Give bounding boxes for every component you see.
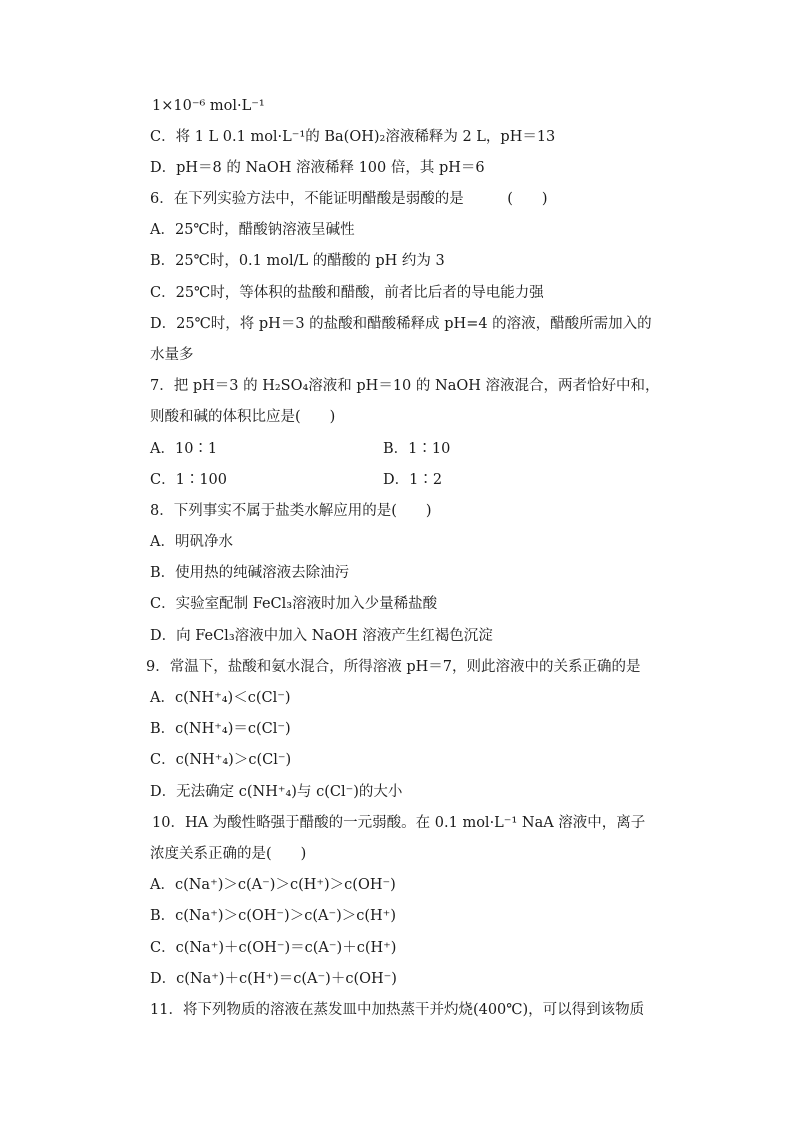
option-line: B．1∶10 <box>383 441 451 457</box>
option-line: D．c(Na⁺)＋c(H⁺)＝c(A⁻)＋c(OH⁻) <box>150 971 397 987</box>
question-6: 6．在下列实验方法中，不能证明醋酸是弱酸的是 ( ) <box>150 191 548 207</box>
option-line: B．c(Na⁺)＞c(OH⁻)＞c(A⁻)＞c(H⁺) <box>150 908 396 924</box>
question-11: 11．将下列物质的溶液在蒸发皿中加热蒸干并灼烧(400℃)，可以得到该物质 <box>150 1002 645 1018</box>
text-line-continuation: 1×10⁻⁶ mol·L⁻¹ <box>152 98 265 114</box>
question-7: 7．把 pH＝3 的 H₂SO₄溶液和 pH＝10 的 NaOH 溶液混合，两者恰好中和， <box>150 378 660 394</box>
question-9: 9．常温下，盐酸和氨水混合，所得溶液 pH＝7，则此溶液中的关系正确的是 <box>146 659 641 675</box>
option-line: A．10∶1 <box>150 441 218 457</box>
question-8: 8．下列事实不属于盐类水解应用的是( ) <box>150 503 432 519</box>
option-line: C．c(NH⁺₄)＞c(Cl⁻) <box>150 752 292 768</box>
option-line: D．pH＝8 的 NaOH 溶液稀释 100 倍，其 pH＝6 <box>150 160 485 176</box>
option-line: B．c(NH⁺₄)＝c(Cl⁻) <box>150 721 291 737</box>
option-line-continuation: 水量多 <box>150 347 194 363</box>
option-line: A．25℃时，醋酸钠溶液呈碱性 <box>150 222 355 238</box>
option-line: A．c(NH⁺₄)＜c(Cl⁻) <box>150 690 291 706</box>
option-line: C．1∶100 <box>150 472 227 488</box>
option-line: B．使用热的纯碱溶液去除油污 <box>150 565 350 581</box>
question-10: 10．HA 为酸性略强于醋酸的一元弱酸。在 0.1 mol·L⁻¹ NaA 溶液中，离子 <box>152 815 646 831</box>
question-10-continuation: 浓度关系正确的是( ) <box>150 846 307 862</box>
option-line: A．明矾净水 <box>150 534 233 550</box>
option-line: C．25℃时，等体积的盐酸和醋酸，前者比后者的导电能力强 <box>150 285 544 301</box>
question-7-continuation: 则酸和碱的体积比应是( ) <box>150 409 336 425</box>
option-line: C．c(Na⁺)＋c(OH⁻)＝c(A⁻)＋c(H⁺) <box>150 940 397 956</box>
option-line: D．1∶2 <box>383 472 443 488</box>
option-line: C．将 1 L 0.1 mol·L⁻¹的 Ba(OH)₂溶液稀释为 2 L，pH＝13 <box>150 129 556 145</box>
option-line: D．向 FeCl₃溶液中加入 NaOH 溶液产生红褐色沉淀 <box>150 628 493 644</box>
option-line: D．25℃时，将 pH＝3 的盐酸和醋酸稀释成 pH=4 的溶液，醋酸所需加入的 <box>150 316 652 332</box>
option-line: B．25℃时，0.1 mol/L 的醋酸的 pH 约为 3 <box>150 253 445 269</box>
option-line: A．c(Na⁺)＞c(A⁻)＞c(H⁺)＞c(OH⁻) <box>150 877 396 893</box>
option-line: D．无法确定 c(NH⁺₄)与 c(Cl⁻)的大小 <box>150 784 403 800</box>
option-line: C．实验室配制 FeCl₃溶液时加入少量稀盐酸 <box>150 596 438 612</box>
